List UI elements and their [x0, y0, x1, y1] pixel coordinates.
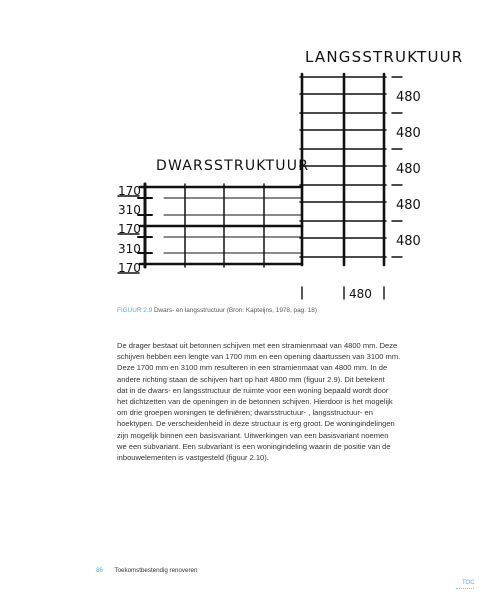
left-dim-5: 170 — [118, 261, 141, 275]
body-line: het dichtzetten van de openingen in de betonnen schijven. Hierdoor is het mogelijk — [117, 397, 393, 407]
figure-caption — [117, 307, 317, 314]
body-paragraph — [117, 340, 427, 463]
dwarsstructuur-grid — [138, 184, 302, 267]
title-dwarsstruktuur: DWARSSTRUKTUUR — [156, 158, 310, 174]
body-line: inbouwelementen is vastgesteld (figuur 2.10). — [117, 453, 269, 463]
body-line: schijven hebben een lengte van 1700 mm en een opening daartussen van 3100 mm. — [117, 352, 401, 362]
left-dim-2: 310 — [118, 203, 141, 217]
right-dim-2: 480 — [396, 126, 421, 141]
bottom-dim: 480 — [349, 287, 372, 301]
right-dim-1: 480 — [396, 90, 421, 105]
body-line: zijn mogelijk binnen een basisvariant. Uitwerkingen van een basisvariant noemen — [117, 430, 389, 440]
left-dim-1: 170 — [118, 184, 141, 198]
langsstructuur-grid — [300, 74, 386, 265]
body-line: hoektypen. De verscheidenheid in deze structuur is erg groot. De woningindelingen — [117, 419, 395, 429]
book-title: Toekomstbestendig renoveren — [114, 567, 198, 574]
right-dim-3: 480 — [396, 162, 421, 177]
right-dim-4: 480 — [396, 198, 421, 213]
page-footer — [96, 567, 197, 574]
title-langsstruktuur: LANGSSTRUKTUUR — [305, 48, 464, 66]
figure-caption-text: Dwars- en langsstructuur (Bron: Kapteijns, 1978, pag. 18) — [153, 307, 317, 314]
body-line: Deze 1700 mm en 3100 mm resulteren in een stramienmaat van 4800 mm. In de — [117, 363, 388, 373]
figure-label: FIGUUR 2.9 — [117, 307, 153, 314]
toc-link[interactable]: TOC — [462, 580, 475, 586]
body-line: andere richting staan de schijven hart op hart 4800 mm (figuur 2.9). Dit betekent — [117, 374, 385, 384]
left-dim-4: 310 — [118, 242, 141, 256]
body-line: we een subvariant. Een subvariant is een woningindeling waarin de positie van de — [117, 441, 391, 451]
right-dim-5: 480 — [396, 234, 421, 249]
body-line: De drager bestaat uit betonnen schijven met een stramienmaat van 4800 mm. Deze — [117, 341, 398, 350]
left-dim-3: 170 — [118, 222, 141, 236]
toc-divider — [456, 588, 474, 589]
body-line: om drie groepen woningen te definiëren; dwarsstructuur- , langsstructuur- en — [117, 408, 373, 418]
body-line: dat in de dwars- en langsstructuur de ruimte voor een woning bepaald wordt door — [117, 385, 389, 395]
page-number: 86 — [96, 567, 103, 574]
